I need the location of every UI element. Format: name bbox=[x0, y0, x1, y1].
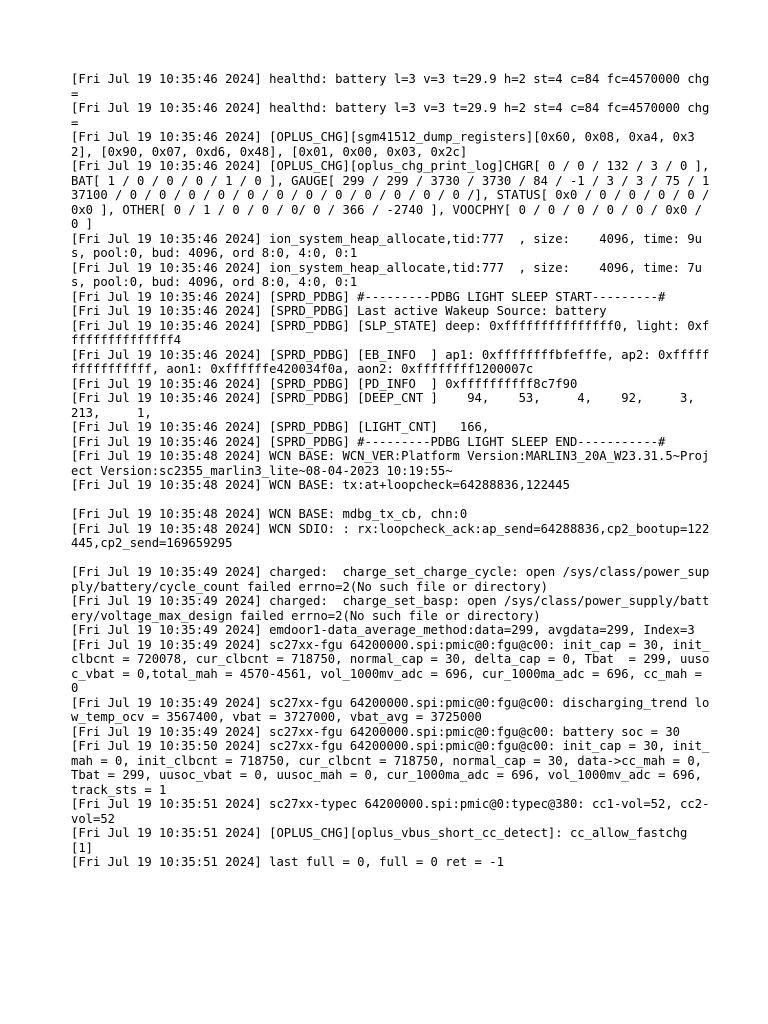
log-line: [Fri Jul 19 10:35:48 2024] WCN BASE: mdbg_tx_cb, chn:0 bbox=[71, 507, 468, 521]
log-line: [Fri Jul 19 10:35:48 2024] WCN BASE: tx:at+loopcheck=64288836,122445 bbox=[71, 478, 570, 492]
log-line: [Fri Jul 19 10:35:51 2024] sc27xx-typec 64200000.spi:pmic@0:typec@380: cc1-vol=52, cc2-vol=52 bbox=[71, 797, 710, 826]
log-line: [Fri Jul 19 10:35:51 2024] [OPLUS_CHG][oplus_vbus_short_cc_detect]: cc_allow_fastchg [1] bbox=[71, 826, 695, 855]
log-line: [Fri Jul 19 10:35:46 2024] [SPRD_PDBG] Last active Wakeup Source: battery bbox=[71, 304, 607, 318]
log-document bbox=[71, 72, 717, 870]
log-line: [Fri Jul 19 10:35:46 2024] [SPRD_PDBG] [SLP_STATE] deep: 0xfffffffffffffff0, light: 0xfffffffffffffff4 bbox=[71, 318, 710, 347]
log-line: [Fri Jul 19 10:35:46 2024] [OPLUS_CHG][sgm41512_dump_registers][0x60, 0x08, 0xa4, 0x32], [0x90, 0x07, 0xd6, 0x48], [0x01, 0x00, 0x03, 0x2c] bbox=[71, 130, 695, 159]
log-line: [Fri Jul 19 10:35:48 2024] WCN SDIO: : rx:loopcheck_ack:ap_send=64288836,cp2_bootup=122445,cp2_send=169659295 bbox=[71, 521, 710, 550]
log-line: [Fri Jul 19 10:35:49 2024] sc27xx-fgu 64200000.spi:pmic@0:fgu@c00: init_cap = 30, init_clbcnt = 720078, cur_clbcnt = 718750, normal_cap = 30, delta_cap = 0, Tbat = 299, uusoc_vbat = 0,total_mah = 4570-4561, vol_1000mv_adc = 696, cur_1000ma_adc = 696, cc_mah = 0 bbox=[71, 637, 710, 695]
log-line: [Fri Jul 19 10:35:46 2024] healthd: battery l=3 v=3 t=29.9 h=2 st=4 c=84 fc=4570000 chg= bbox=[71, 72, 710, 101]
log-line: [Fri Jul 19 10:35:46 2024] [SPRD_PDBG] [LIGHT_CNT] 166, bbox=[71, 420, 490, 434]
log-blank-line bbox=[71, 551, 711, 566]
log-line: [Fri Jul 19 10:35:46 2024] [SPRD_PDBG] [EB_INFO ] ap1: 0xffffffffbfefffe, ap2: 0xffffffffffffffff, aon1: 0xffffffe420034f0a, aon2: 0xffffffff1200007c bbox=[71, 347, 710, 376]
log-line: [Fri Jul 19 10:35:46 2024] [OPLUS_CHG][oplus_chg_print_log]CHGR[ 0 / 0 / 132 / 3 / 0 ], BAT[ 1 / 0 / 0 / 0 / 1 / 0 ], GAUGE[ 299 / 299 / 3730 / 3730 / 84 / -1 / 3 / 3 / 75 / 137100 / 0 / 0 / 0 / 0 / 0 / 0 / 0 / 0 / 0 / 0 / 0 / 0 /], STATUS[ 0x0 / 0 / 0 / 0 / 0 / 0x0 ], OTHER[ 0 / 1 / 0 / 0 / 0/ 0 / 366 / -2740 ], VOOCPHY[ 0 / 0 / 0 / 0 / 0 / 0x0 / 0 ] bbox=[71, 159, 717, 231]
log-line: [Fri Jul 19 10:35:48 2024] WCN BASE: WCN_VER:Platform Version:MARLIN3_20A_W23.31.5~Project Version:sc2355_marlin3_lite~08-04-2023 10:19:55~ bbox=[71, 449, 710, 478]
log-line: [Fri Jul 19 10:35:46 2024] [SPRD_PDBG] [PD_INFO ] 0xffffffffff8c7f90 bbox=[71, 376, 578, 391]
log-line: [Fri Jul 19 10:35:46 2024] ion_system_heap_allocate,tid:777 , size: 4096, time: 9us, pool:0, bud: 4096, ord 8:0, 4:0, 0:1 bbox=[71, 231, 703, 260]
log-line: [Fri Jul 19 10:35:46 2024] [SPRD_PDBG] #---------PDBG LIGHT SLEEP END-----------# bbox=[71, 434, 666, 449]
log-line: [Fri Jul 19 10:35:49 2024] sc27xx-fgu 64200000.spi:pmic@0:fgu@c00: discharging_trend low_temp_ocv = 3567400, vbat = 3727000, vbat_avg = 3725000 bbox=[71, 695, 710, 724]
log-blank-line bbox=[71, 493, 711, 508]
log-line: [Fri Jul 19 10:35:46 2024] ion_system_heap_allocate,tid:777 , size: 4096, time: 7us, pool:0, bud: 4096, ord 8:0, 4:0, 0:1 bbox=[71, 260, 703, 289]
log-line: [Fri Jul 19 10:35:46 2024] [SPRD_PDBG] [DEEP_CNT ] 94, 53, 4, 92, 3, 213, 1, bbox=[71, 391, 717, 420]
log-line: [Fri Jul 19 10:35:50 2024] sc27xx-fgu 64200000.spi:pmic@0:fgu@c00: init_cap = 30, init_mah = 0, init_clbcnt = 718750, cur_clbcnt = 718750, normal_cap = 30, data->cc_mah = 0, Tbat = 299, uusoc_vbat = 0, uusoc_mah = 0, cur_1000ma_adc = 696, vol_1000mv_adc = 696, track_sts = 1 bbox=[71, 739, 710, 797]
log-line: [Fri Jul 19 10:35:51 2024] last full = 0, full = 0 ret = -1 bbox=[71, 855, 504, 869]
log-line: [Fri Jul 19 10:35:49 2024] charged: charge_set_basp: open /sys/class/power_supply/battery/voltage_max_design failed errno=2(No such file or directory) bbox=[71, 594, 710, 623]
log-line: [Fri Jul 19 10:35:46 2024] healthd: battery l=3 v=3 t=29.9 h=2 st=4 c=84 fc=4570000 chg= bbox=[71, 101, 710, 130]
log-line: [Fri Jul 19 10:35:49 2024] emdoor1-data_average_method:data=299, avgdata=299, Index=3 bbox=[71, 623, 695, 637]
log-line: [Fri Jul 19 10:35:46 2024] [SPRD_PDBG] #---------PDBG LIGHT SLEEP START---------# bbox=[71, 289, 666, 304]
log-line: [Fri Jul 19 10:35:49 2024] sc27xx-fgu 64200000.spi:pmic@0:fgu@c00: battery soc = 30 bbox=[71, 724, 681, 739]
log-line: [Fri Jul 19 10:35:49 2024] charged: charge_set_charge_cycle: open /sys/class/power_supply/battery/cycle_count failed errno=2(No such file or directory) bbox=[71, 565, 710, 594]
